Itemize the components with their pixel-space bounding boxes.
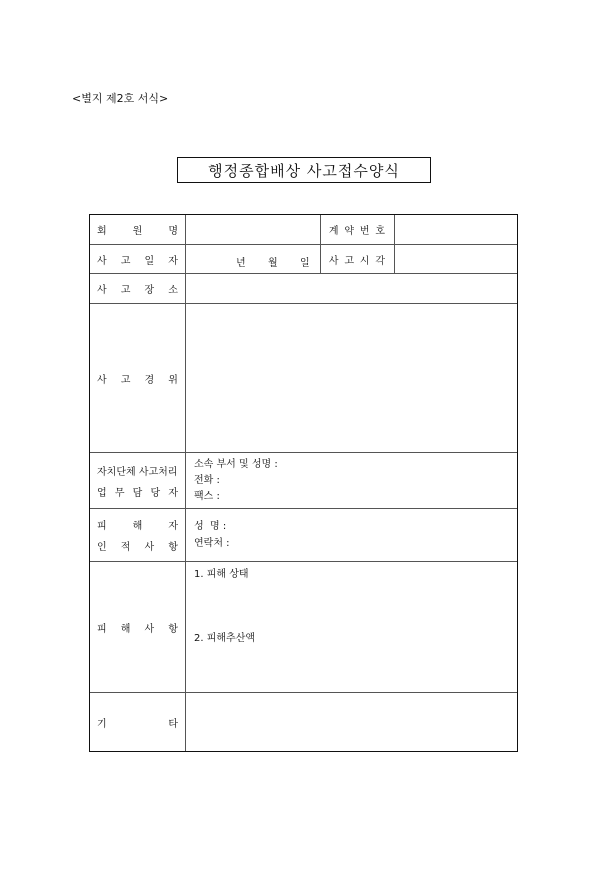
damage-status-item: 1. 피해 상태 (194, 569, 249, 580)
victim-field[interactable] (186, 509, 517, 561)
officer-fax: 팩스 : (194, 491, 220, 502)
accident-details-field[interactable] (186, 304, 517, 452)
label-accident-details: 사 고 경 위 (90, 304, 186, 452)
label-accident-time: 사 고 시 각 (320, 245, 395, 273)
accident-date-field[interactable]: 년 월 일 (236, 258, 310, 269)
officer-phone: 전화 : (194, 475, 220, 486)
accident-time-field[interactable] (395, 245, 517, 273)
form-title (177, 157, 431, 183)
row-other (90, 693, 517, 751)
accident-report-form (89, 214, 518, 752)
victim-contact: 연락처 : (194, 538, 230, 549)
row-accident-date (90, 245, 517, 274)
row-member-name (90, 215, 517, 245)
contract-number-field[interactable] (395, 215, 517, 244)
row-damage (90, 562, 517, 693)
row-officer (90, 453, 517, 509)
label-contract-number: 계 약 번 호 (320, 215, 395, 244)
label-victim: 피 해 자 인 적 사 항 (90, 509, 186, 561)
damage-field[interactable] (186, 562, 517, 692)
officer-field[interactable] (186, 453, 517, 508)
other-field[interactable] (186, 693, 517, 751)
row-victim (90, 509, 517, 562)
form-title-text: 행정종합배상 사고접수양식 (208, 161, 400, 180)
form-number-label: <별지 제2호 서식> (72, 92, 169, 105)
victim-name: 성 명 : (194, 521, 227, 532)
label-officer: 자치단체 사고처리 업 무 담 당 자 (90, 453, 186, 508)
label-accident-place: 사 고 장 소 (90, 274, 186, 303)
label-member-name: 회 원 명 (90, 215, 186, 244)
accident-place-field[interactable] (186, 274, 517, 303)
label-accident-date: 사 고 일 자 (90, 245, 186, 273)
damage-estimate-item: 2. 피해추산액 (194, 633, 256, 644)
row-accident-details (90, 304, 517, 453)
label-damage: 피 해 사 항 (90, 562, 186, 692)
label-other: 기 타 (90, 693, 186, 751)
officer-dept-name: 소속 부서 및 성명 : (194, 459, 278, 470)
row-accident-place (90, 274, 517, 304)
